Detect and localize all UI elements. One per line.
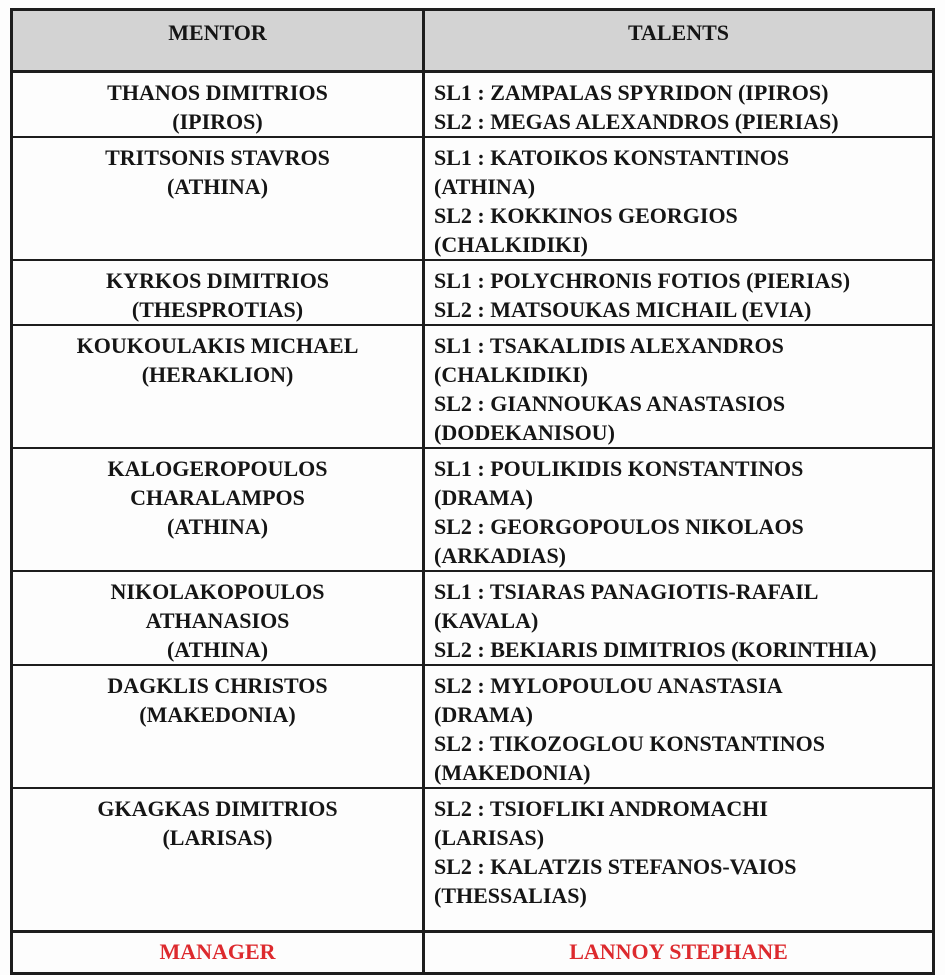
talent-line: SL2 : TSIOFLIKI ANDROMACHI: [434, 796, 768, 821]
talent-line: SL2 : BEKIARIS DIMITRIOS (KORINTHIA): [434, 637, 877, 662]
mentor-name-line: (THESPROTIAS): [131, 297, 304, 322]
talent-line: SL2 : GIANNOUKAS ANASTASIOS: [434, 391, 786, 416]
talent-line: (DRAMA): [434, 702, 533, 727]
talent-line: SL2 : MEGAS ALEXANDROS (PIERIAS): [434, 109, 839, 134]
talents-cell: [424, 788, 934, 931]
mentor-cell: [12, 448, 424, 571]
talent-line: (MAKEDONIA): [434, 760, 591, 785]
mentor-name-line: (LARISAS): [162, 825, 273, 850]
talent-line: SL2 : MATSOUKAS MICHAIL (EVIA): [434, 297, 812, 322]
header-mentor: MENTOR: [12, 10, 424, 72]
mentor-name-line: THANOS DIMITRIOS: [107, 80, 328, 105]
mentor-name-line: KALOGEROPOULOS: [107, 456, 328, 481]
talents-cell: [424, 665, 934, 788]
talent-line: (ATHINA): [434, 174, 536, 199]
mentor-name-line: ATHANASIOS: [145, 608, 290, 633]
mentor-name-line: (MAKEDONIA): [139, 702, 296, 727]
mentor-talents-table: [10, 8, 935, 975]
mentor-name-line: (ATHINA): [166, 637, 269, 662]
header-row: [12, 10, 934, 72]
talents-cell: [424, 72, 934, 138]
talents-cell: [424, 448, 934, 571]
mentor-name-line: KOUKOULAKIS MICHAEL: [76, 333, 359, 358]
talent-line: SL1 : POULIKIDIS KONSTANTINOS: [434, 456, 804, 481]
table-row: [12, 137, 934, 260]
mentor-name-line: (HERAKLION): [141, 362, 294, 387]
talent-line: SL1 : TSAKALIDIS ALEXANDROS: [434, 333, 784, 358]
talents-cell: [424, 571, 934, 665]
mentor-name-line: TRITSONIS STAVROS: [105, 145, 330, 170]
mentor-name-line: NIKOLAKOPOULOS: [110, 579, 325, 604]
table-header: [12, 10, 934, 72]
mentor-cell: [12, 571, 424, 665]
mentor-name-line: DAGKLIS CHRISTOS: [107, 673, 328, 698]
talent-line: SL1 : ZAMPALAS SPYRIDON (IPIROS): [434, 80, 829, 105]
talent-line: SL2 : GEORGOPOULOS NIKOLAOS: [434, 514, 804, 539]
talent-line: SL1 : KATOIKOS KONSTANTINOS: [434, 145, 790, 170]
table-body: [12, 72, 934, 932]
table-row: [12, 788, 934, 931]
manager-label: MANAGER: [12, 931, 424, 973]
mentor-name-line: (ATHINA): [166, 174, 269, 199]
manager-row: [12, 931, 934, 973]
talent-line: SL2 : KALATZIS STEFANOS-VAIOS: [434, 854, 797, 879]
talents-cell: [424, 325, 934, 448]
mentor-cell: [12, 260, 424, 325]
mentor-cell: [12, 72, 424, 138]
manager-name: LANNOY STEPHANE: [424, 931, 934, 973]
talent-line: (THESSALIAS): [434, 883, 587, 908]
mentor-name-line: KYRKOS DIMITRIOS: [105, 268, 330, 293]
mentor-cell: [12, 665, 424, 788]
talents-cell: [424, 260, 934, 325]
table-row: [12, 448, 934, 571]
mentor-cell: [12, 788, 424, 931]
table-row: [12, 260, 934, 325]
talent-line: (DODEKANISOU): [434, 420, 615, 445]
table-row: [12, 571, 934, 665]
table-row: [12, 72, 934, 138]
mentor-name-line: GKAGKAS DIMITRIOS: [97, 796, 338, 821]
talent-line: SL2 : MYLOPOULOU ANASTASIA: [434, 673, 783, 698]
table-row: [12, 325, 934, 448]
table-row: [12, 665, 934, 788]
mentor-name-line: (IPIROS): [172, 109, 263, 134]
mentor-name-line: (ATHINA): [166, 514, 269, 539]
header-talents: TALENTS: [424, 10, 934, 72]
talents-cell: [424, 137, 934, 260]
mentor-cell: [12, 325, 424, 448]
talent-line: (CHALKIDIKI): [434, 362, 589, 387]
talent-line: (KAVALA): [434, 608, 539, 633]
talent-line: SL1 : TSIARAS PANAGIOTIS-RAFAIL: [434, 579, 819, 604]
talent-line: (LARISAS): [434, 825, 545, 850]
talent-line: SL2 : KOKKINOS GEORGIOS: [434, 203, 738, 228]
mentor-name-line: CHARALAMPOS: [130, 485, 305, 510]
talent-line: SL1 : POLYCHRONIS FOTIOS (PIERIAS): [434, 268, 851, 293]
talent-line: SL2 : TIKOZOGLOU KONSTANTINOS: [434, 731, 826, 756]
talent-line: (DRAMA): [434, 485, 533, 510]
mentor-cell: [12, 137, 424, 260]
talent-line: (ARKADIAS): [434, 543, 566, 568]
table-footer: [12, 931, 934, 973]
talent-line: (CHALKIDIKI): [434, 232, 589, 257]
